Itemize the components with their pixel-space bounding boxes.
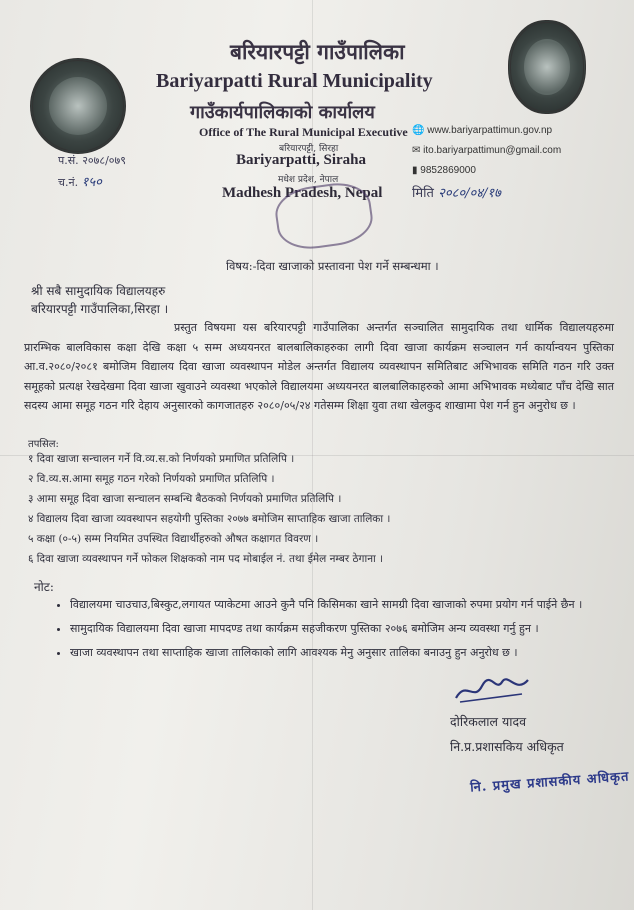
attachment-item: ५ कक्षा (०-५) सम्म नियमित उपस्थित विद्यार्थीहरुको औषत कक्षागत विवरण । <box>28 533 319 545</box>
attachment-item: ६ दिवा खाजा व्यवस्थापन गर्ने फोकल शिक्षकको नाम पद मोबाईल नं. तथा ईमेल नम्बर ठेगाना । <box>28 553 384 565</box>
office-name-en: Office of The Rural Municipal Executive <box>199 125 408 139</box>
email-row <box>412 145 561 156</box>
officer-stamp: नि. प्रमुख प्रशासकीय अधिकृत <box>469 769 630 796</box>
dispatch-value: १५० <box>81 175 102 190</box>
phone-icon: ▮ <box>412 165 421 176</box>
note-item: • सामुदायिक विद्यालयमा दिवा खाजा मापदण्ड तथा कार्यक्रम सहजीकरण पुस्तिका २०७६ बमोजिम अन्य व्यवस्था गर्नु हुन । <box>70 618 630 640</box>
recipient-line-1: श्री सबै सामुदायिक विद्यालयहरु <box>31 284 166 298</box>
note-item: • विद्यालयमा चाउचाउ,बिस्कुट,लगायत प्याकेटमा आउने कुनै पनि किसिमका खाने सामग्री दिवा खाजाको रुपमा प्रयोग गर्न पाईने छैन । <box>70 594 630 616</box>
email-text: ito.bariyarpattimun@gmail.com <box>423 145 562 156</box>
signatory-name: दोरिकलाल यादव <box>450 714 527 729</box>
nepal-emblem-icon <box>30 58 126 154</box>
dispatch-label: च.नं. <box>58 176 79 189</box>
date-label: मिति <box>412 186 434 201</box>
address-en: Bariyarpatti, Siraha <box>236 152 366 168</box>
recipient-line-2: बरियारपट्टी गाउँपालिका,सिरहा । <box>31 302 169 316</box>
phone-row <box>412 165 476 176</box>
email-icon: ✉ <box>412 145 424 156</box>
globe-icon: 🌐 <box>412 125 428 136</box>
municipality-name-en: Bariyarpatti Rural Municipality <box>156 70 433 92</box>
date-row <box>412 183 501 201</box>
address-np: बरियारपट्टी, सिरहा <box>279 144 339 154</box>
note-heading: नोट: <box>34 580 54 594</box>
website-row <box>412 125 552 136</box>
attachment-item: १ दिवा खाजा सन्चालन गर्ने वि.व्य.स.को निर्णयको प्रमाणित प्रतिलिपि । <box>28 453 295 465</box>
note-item: • खाजा व्यवस्थापन तथा साप्ताहिक खाजा तालिकाको लागि आवश्यक मेनु अनुसार तालिका बनाउनु हुन अनुरोध छ । <box>70 642 630 664</box>
handwritten-signature <box>452 672 532 706</box>
subject-line: विषय:-दिवा खाजाको प्रस्तावना पेश गर्ने सम्बन्धमा । <box>226 259 439 273</box>
website-text: www.bariyarpattimun.gov.np <box>427 125 553 136</box>
fiscal-year-label: प.सं. <box>58 154 79 167</box>
date-value: २०८०/०४/१७ <box>438 186 501 201</box>
municipality-logo-icon <box>508 20 586 114</box>
office-name-np: गाउँकार्यपालिकाको कार्यालय <box>190 102 375 123</box>
fiscal-year-value: २०७८/०७९ <box>82 154 126 167</box>
signatory-title: नि.प्र.प्रशासकिय अधिकृत <box>450 739 564 754</box>
municipality-name-np: बरियारपट्टी गाउँपालिका <box>230 39 405 64</box>
attachments-heading: तपसिल: <box>28 439 59 450</box>
body-paragraph: प्रस्तुत विषयमा यस बरियारपट्टी गाउँपालिका अन्तर्गत सञ्चालित सामुदायिक तथा धार्मिक विद्यालयहरुमा प्रारम्भिक बालविकास कक्षा देखि कक्षा ५ सम्म अध्ययनरत बालबालिकाहरुका लागी दिवा खाजा कार्यक्रम सञ्चालन गर्न कार्यान्वयन पुस्तिका आ.व.२०८०/२०८१ बमोजिम विद्यालय दिवा खाजा व्यवस्थापन मोडेल अन्तर्गत विद्यालय व्यवस्थापन समितिबाट अभिभावक समिति गठन गरि उक्त समूहको प्रत्यक्ष रेखदेखमा दिवा खाजा खुवाउने व्यवस्था भएकोले विद्यालयमा अध्ययनरत बालबालिकाहरुको आमा अभिभावक मध्येबाट पाँच देखि सात सदस्य आमा समूह गठन गरि देहाय अनुसारको कागजातहरु २०८०/०५/२४ गतेसम्म शिक्षा युवा तथा खेलकुद शाखामा पेश गर्न हुन अनुरोध छ । <box>24 321 614 412</box>
dispatch-row <box>58 172 102 190</box>
note-list <box>50 594 630 666</box>
attachment-item: ३ आमा समूह दिवा खाजा सन्चालन सम्बन्धि बैठकको निर्णयको प्रमाणित प्रतिलिपि । <box>28 493 342 505</box>
province-en: Madhesh Pradesh, Nepal <box>222 185 383 201</box>
phone-text: 9852869000 <box>420 165 476 176</box>
attachment-item: २ वि.व्य.स.आमा समूह गठन गरेको निर्णयको प्रमाणित प्रतिलिपि । <box>28 473 275 485</box>
fiscal-year-row <box>58 153 126 168</box>
attachment-item: ४ विद्यालय दिवा खाजा व्यवस्थापन सहयोगी पुस्तिका २०७७ बमोजिम साप्ताहिक खाजा तालिका । <box>28 513 391 525</box>
province-np: मधेश प्रदेश, नेपाल <box>278 175 339 185</box>
